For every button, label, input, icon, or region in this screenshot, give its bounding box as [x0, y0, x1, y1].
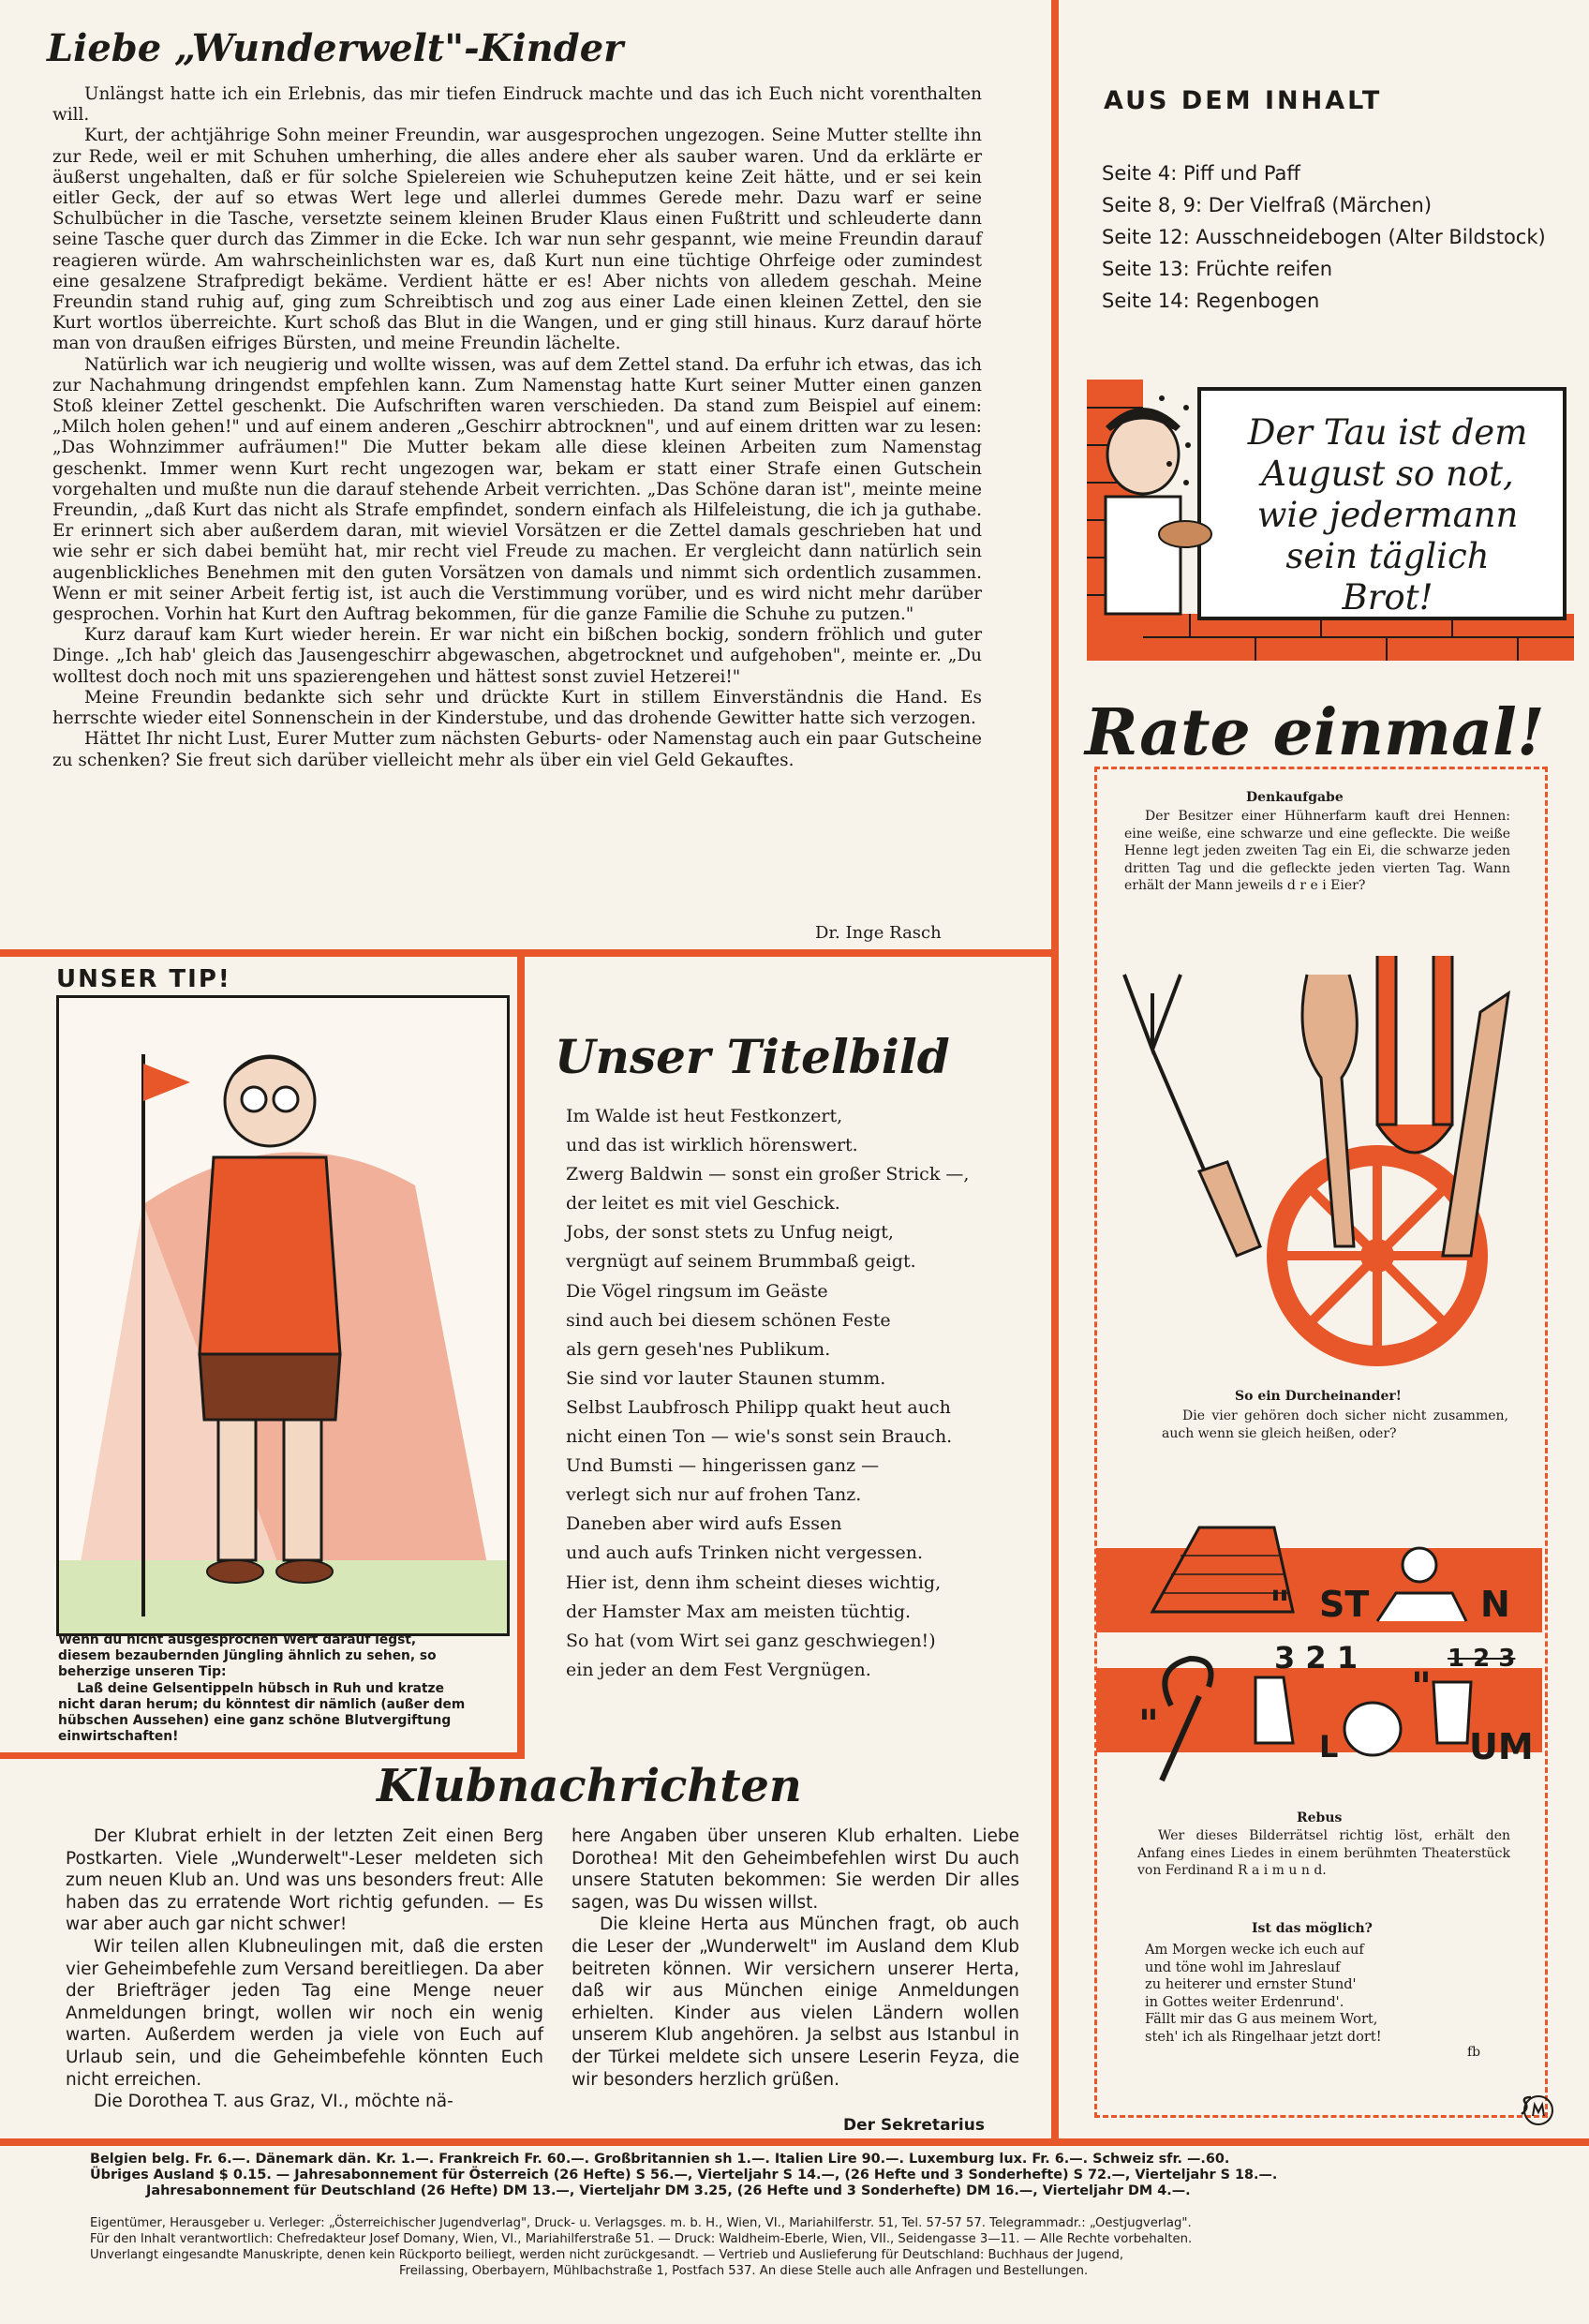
- possible-line: Am Morgen wecke ich euch auf: [1145, 1942, 1364, 1958]
- poem-line: und auch aufs Trinken nicht vergessen.: [566, 1542, 924, 1564]
- proverb-line: Brot!: [1342, 577, 1433, 618]
- mix-title: So ein Durcheinander!: [1235, 1389, 1402, 1404]
- club-paragraph: Wir teilen allen Klubneulingen mit, daß die ersten vier Geheimbefehle zum Versand bereitliegen. Da aber der Briefträger jeden Tag eine Menge neuer Anmeldungen bringt, wollen wir noch ein wenig warten. Außerdem werden ja viele von Euch auf Urlaub sein, und die Geheimbefehle könnten Euch nicht erreichen.: [66, 1936, 543, 2090]
- tip-caption-line: beherzige unseren Tip:: [58, 1664, 227, 1680]
- poem-line: der Hamster Max am meisten tüchtig.: [566, 1601, 912, 1622]
- contents-item: Seite 8, 9: Der Vielfraß (Märchen): [1102, 194, 1433, 216]
- proverb-line: wie jedermann: [1256, 495, 1519, 535]
- letter-paragraph: Kurz darauf kam Kurt wieder herein. Er war nicht ein bißchen bockig, sondern fröhlich und guter Dinge. „Ich hab' gleich das Jausengeschirr abgewaschen, abgetrocknet und aufgehoben", meinte er. „Du wolltest doch noch mit uns spazierengehen und hättest sonst zuviel Hetzerei!": [52, 625, 982, 687]
- tip-caption: [58, 1632, 506, 1745]
- poem-line: Und Bumsti — hingerissen ganz —: [566, 1455, 880, 1477]
- rebus-glyph-quote3: ": [1411, 1663, 1432, 1709]
- cover-title: Unser Titelbild: [555, 1029, 950, 1084]
- letter-signature: Dr. Inge Rasch: [815, 923, 942, 943]
- contents-item: Seite 4: Piff und Paff: [1102, 162, 1300, 185]
- poem-line: Hier ist, denn ihm scheint dieses wichtig,: [566, 1572, 942, 1593]
- rebus-glyph-321: 3 2 1: [1274, 1640, 1359, 1676]
- tip-illustration-frame: [56, 995, 510, 1636]
- rebus-glyph-quote: ": [1270, 1582, 1290, 1628]
- poem-line: Im Walde ist heut Festkonzert,: [566, 1106, 843, 1126]
- poem-line: ein jeder an dem Fest Vergnügen.: [566, 1659, 871, 1680]
- divider-letter-bottom: [0, 949, 1055, 957]
- poem-line: nicht einen Ton — wie's sonst sein Brauch.: [566, 1426, 953, 1448]
- poem-line: Zwerg Baldwin — sonst ein großer Strick —,: [566, 1164, 970, 1185]
- divider-footer-top: [0, 2138, 1589, 2146]
- rebus-glyph-st: ST: [1319, 1584, 1370, 1625]
- poem-line: Die Vögel ringsum im Geäste: [566, 1280, 828, 1302]
- club-title: Klubnachrichten: [377, 1760, 802, 1812]
- divider-right-column: [1051, 0, 1059, 2141]
- footer-line: Jahresabonnement für Deutschland (26 Hefte) DM 13.—, Vierteljahr DM 3.25, (26 Hefte und 3 Sonderhefte) DM 16.—, Vierteljahr DM 4.—.: [146, 2183, 1191, 2198]
- footer-line: Unverlangt eingesandte Manuskripte, denen kein Rückporto beiliegt, werden nicht zurückgesandt. — Vertrieb und Auslieferung für Deutschland: Buchhaus der Jugend,: [90, 2248, 1124, 2262]
- club-column-1: [66, 1825, 543, 2113]
- possible-line: und töne wohl im Jahreslauf: [1145, 1959, 1341, 1975]
- possible-title: Ist das möglich?: [1252, 1921, 1373, 1936]
- tip-caption-line: nicht daran herum; du könntest dir nämlich (außer dem: [58, 1696, 466, 1712]
- club-paragraph: here Angaben über unseren Klub erhalten. Liebe Dorothea! Mit den Geheimbefehlen wirst Du auch unsere Statuten bekommen: Sie werden Dir alles sagen, was Du wissen willst.: [572, 1826, 1019, 1913]
- cutlery-illustration: [1096, 937, 1537, 1387]
- possible-line: zu heiterer und ernster Stund': [1145, 1976, 1357, 1993]
- letter-paragraph: Kurt, der achtjährige Sohn meiner Freundin, war ausgesprochen ungezogen. Seine Mutter stellte ihn zur Rede, weil er mit Schuhen umherhing, die alles andere eher als sauber waren. Und da erklärte er äußerst ungehalten, daß er für solche Spielereien wie Schuheputzen keine Zeit hätte, und er sei kein eitler Geck, der auf so etwas Wert lege und allerlei dummes Gerede mehr. Dazu warf er seine Schulbücher in die Tasche, versetzte seinem kleinen Bruder Klaus einen Fußtritt und schleuderte dann seine Tasche quer durch das Zimmer in die Ecke. Ich war nun sehr gespannt, wie meine Freundin darauf reagieren würde. Am wahrscheinlichsten war es, daß Kurt nun eine tüchtige Ohrfeige oder zumindest eine gesalzene Strafpredigt bekäme. Verdient hätte er es! Aber nichts von alledem geschah. Meine Freundin stand ruhig auf, ging zum Schreibtisch und zog aus einer Lade einen kleinen Zettel, den sie Kurt wortlos überreichte. Kurt schoß das Blut in die Wangen, und er ging still hinaus. Kurz darauf hörte man von draußen eifriges Bürsten, und meine Freundin lächelte.: [52, 126, 982, 354]
- rebus-glyph-123: 1 2 3: [1448, 1645, 1516, 1673]
- tip-caption-line: diesem bezaubernden Jüngling ähnlich zu sehen, so: [58, 1648, 437, 1664]
- contents-heading: AUS DEM INHALT: [1104, 86, 1383, 115]
- footer-line: Für den Inhalt verantwortlich: Chefredakteur Josef Domany, Wien, VI., Mariahilferstraße 51. — Druck: Waldheim-Eberle, Wien, VII., Seidengasse 3—11. — Alle Rechte vorbehalten.: [90, 2232, 1193, 2246]
- footer-imprint: [90, 2215, 1505, 2279]
- footer-line: Eigentümer, Herausgeber u. Verleger: „Österreichischer Jugendverlag", Druck- u. Verlagsges. m. b. H., Wien, VI., Mariahilferstr. 51, Tel. 57-57 57. Telegrammadr.: „Oestjugverlag".: [90, 2216, 1192, 2230]
- poem-line: der leitet es mit viel Geschick.: [566, 1193, 840, 1214]
- poem-line: als gern geseh'nes Publikum.: [566, 1338, 831, 1360]
- club-paragraph: Der Klubrat erhielt in der letzten Zeit einen Berg Postkarten. Viele „Wunderwelt"-Leser meldeten sich zum neuen Klub an. Und was uns besonders freut: Alle haben das zu erratende Wort richtig gefunden. — Es war aber auch gar nicht schwer!: [66, 1826, 543, 1935]
- club-signature: Der Sekretarius: [843, 2116, 985, 2135]
- possible-line: Fällt mir das G aus meinem Wort,: [1145, 2011, 1378, 2028]
- rebus-text: [1137, 1827, 1510, 1880]
- possible-poem: [1145, 1942, 1382, 2047]
- letter-paragraph: Meine Freundin bedankte sich sehr und drückte Kurt in stillem Einverständnis die Hand. Es herrschte wieder eitel Sonnenschein in der Kinderstube, und das drohende Gewitter hatte sich verzogen.: [52, 687, 982, 729]
- rebus-paragraph: Wer dieses Bilderrätsel richtig löst, erhält den Anfang eines Liedes in einem berühmten Theaterstück von Ferdinand R a i m u n d.: [1137, 1828, 1510, 1878]
- letter-body: [52, 84, 982, 771]
- letter-paragraph: Unlängst hatte ich ein Erlebnis, das mir tiefen Eindruck machte und das ich Euch nicht vorenthalten will.: [52, 84, 982, 126]
- poem-line: Selbst Laubfrosch Philipp quakt heut auch: [566, 1396, 951, 1418]
- divider-tip-cover: [517, 953, 525, 1757]
- mix-paragraph: Die vier gehören doch sicher nicht zusammen, auch wenn sie gleich heißen, oder?: [1162, 1408, 1508, 1441]
- rebus-glyph-l: L: [1319, 1729, 1339, 1765]
- poem-line: Daneben aber wird aufs Essen: [566, 1513, 842, 1535]
- proverb-line: August so not,: [1261, 454, 1514, 494]
- cover-poem: [566, 1102, 969, 1685]
- poem-line: Jobs, der sonst stets zu Unfug neigt,: [566, 1222, 894, 1244]
- club-paragraph: Die kleine Herta aus München fragt, ob auch die Leser der „Wunderwelt" im Ausland dem Klub beitreten können. Wir versichern unserer Herta, daß wir aus München einige Anmeldungen erhielten. Kinder aus vielen Ländern wollen unserem Klub angehören. Ja selbst aus Istanbul in der Türkei meldete sich unsere Leserin Feyza, die wir besonders herzlich grüßen.: [572, 1914, 1019, 2090]
- footer-prices: [90, 2152, 1505, 2199]
- possible-line: steh' ich als Ringelhaar jetzt dort!: [1145, 2028, 1382, 2045]
- club-paragraph: Die Dorothea T. aus Graz, VI., möchte nä-: [94, 2092, 453, 2112]
- footer-line: Übriges Ausland $ 0.15. — Jahresabonnement für Österreich (26 Hefte) S 56.—, Vierteljahr S 14.—, (26 Hefte und 3 Sonderhefte) S 72.—, Vierteljahr S 18.—.: [90, 2168, 1278, 2182]
- poem-line: sind auch bei diesem schönen Feste: [566, 1309, 891, 1331]
- sm-monogram-icon: [1518, 2090, 1555, 2127]
- tip-caption-line: hübschen Aussehen) eine ganz schöne Blutvergiftung: [58, 1713, 452, 1729]
- poem-line: Sie sind vor lauter Staunen stumm.: [566, 1367, 886, 1389]
- wheel-and-forks-icon: [1096, 937, 1537, 1387]
- denk-paragraph: Der Besitzer einer Hühnerfarm kauft drei Hennen: eine weiße, eine schwarze und eine gefleckte. Die weiße Henne legt jeden zweiten Tag ein Ei, die schwarze jeden dritten Tag und die gefleckte jeden vierten Tag. Wann erhält der Mann jeweils d r e i Eier?: [1124, 809, 1510, 893]
- poem-line: und das ist wirklich hörenswert.: [566, 1135, 858, 1156]
- letter-paragraph: Hättet Ihr nicht Lust, Eurer Mutter zum nächsten Geburts- oder Namenstag auch ein paar Gutscheine zu schenken? Sie freut sich darüber vielleicht mehr als über ein viel Geld Gekauftes.: [52, 729, 982, 770]
- letter-title: Liebe „Wunderwelt"-Kinder: [47, 26, 624, 70]
- possible-line: in Gottes weiter Erdenrund'.: [1145, 1993, 1344, 2010]
- proverb-line: Der Tau ist dem: [1247, 412, 1528, 453]
- denk-text: [1124, 808, 1510, 895]
- contents-item: Seite 14: Regenbogen: [1102, 290, 1320, 312]
- letter-paragraph: Natürlich war ich neugierig und wollte wissen, was auf dem Zettel stand. Da erfuhr ich etwas, das ich zur Nachahmung dringendst empfehlen kann. Zum Namenstag hatte Kurt seiner Mutter einen ganzen Stoß kleiner Zettel geschenkt. Die Aufschriften waren verschieden. Da stand zum Beispiel auf einem: „Milch holen gehen!" und auf einem anderen „Geschirr abtrocknen", und auf einem dritten war zu lesen: „Das Wohnzimmer aufräumen!" Die Mutter bekam alle diese kleinen Arbeiten zum Namenstag geschenkt. Immer wenn Kurt recht ungezogen war, bekam er statt einer Strafe einen Gutschein vorgehalten und mußte nun die darauf stehende Arbeit verrichten. „Das Schöne daran ist", meinte meine Freundin, „daß Kurt das nicht als Strafe empfindet, sondern einfach als Hilfeleistung, die ich ja guthabe. Er erinnert sich aber außerdem daran, mit wieviel Vorsätzen er die Zettel damals geschrieben hat und wie sehr er sich dabei bemüht hat, mir recht viel Freude zu machen. Er vergleicht dann natürlich sein augenblickliches Benehmen mit den guten Vorsätzen von damals und nimmt sich ordentlich zusammen. Wenn er mit seiner Arbeit fertig ist, ist auch die Verstimmung vorüber, und es wird nicht mehr darüber gesprochen. Vorhin hat Kurt den Auftrag bekommen, für die ganze Familie die Schuhe zu putzen.": [52, 354, 982, 625]
- puzzle-banner: Rate einmal!: [1085, 695, 1545, 770]
- contents-item: Seite 13: Früchte reifen: [1102, 258, 1333, 280]
- contents-list: [1102, 157, 1546, 317]
- tip-caption-line: Laß deine Gelsentippeln hübsch in Ruh und kratze: [77, 1680, 444, 1696]
- contents-item: Seite 12: Ausschneidebogen (Alter Bildstock): [1102, 226, 1546, 248]
- denk-title: Denkaufgabe: [1246, 790, 1344, 805]
- puzzle-initials: fb: [1467, 2045, 1481, 2060]
- proverb-text: [1214, 412, 1561, 618]
- tip-heading: UNSER TIP!: [56, 965, 231, 993]
- poem-line: verlegt sich nur auf frohen Tanz.: [566, 1484, 862, 1506]
- tip-caption-line: einwirtschaften!: [58, 1729, 179, 1745]
- rebus-title: Rebus: [1297, 1810, 1343, 1825]
- mix-text: [1162, 1408, 1508, 1442]
- publisher-logo: [1518, 2090, 1555, 2127]
- tent-boy-illustration: [59, 998, 507, 1633]
- rebus-glyph-quote2: ": [1138, 1701, 1159, 1747]
- rebus-glyph-um: UM: [1469, 1726, 1534, 1767]
- poem-line: So hat (vom Wirt sei ganz geschwiegen!): [566, 1630, 936, 1651]
- footer-line: Belgien belg. Fr. 6.—. Dänemark dän. Kr. 1.—. Frankreich Fr. 60.—. Großbritannien sh 1.—. Italien Lire 90.—. Luxemburg lux. Fr. 6.—. Schweiz sfr. —.60.: [90, 2152, 1230, 2167]
- footer-line: Freilassing, Oberbayern, Mühlbachstraße 1, Postfach 537. An diese Stelle auch alle Anfragen und Bestellungen.: [399, 2264, 1089, 2278]
- tip-caption-line: Wenn du nicht ausgesprochen Wert darauf legst,: [58, 1632, 417, 1647]
- proverb-line: sein täglich: [1285, 536, 1490, 576]
- rebus-glyph-n: N: [1480, 1584, 1510, 1625]
- poem-line: vergnügt auf seinem Brummbaß geigt.: [566, 1251, 916, 1273]
- club-column-2: [572, 1825, 1019, 2091]
